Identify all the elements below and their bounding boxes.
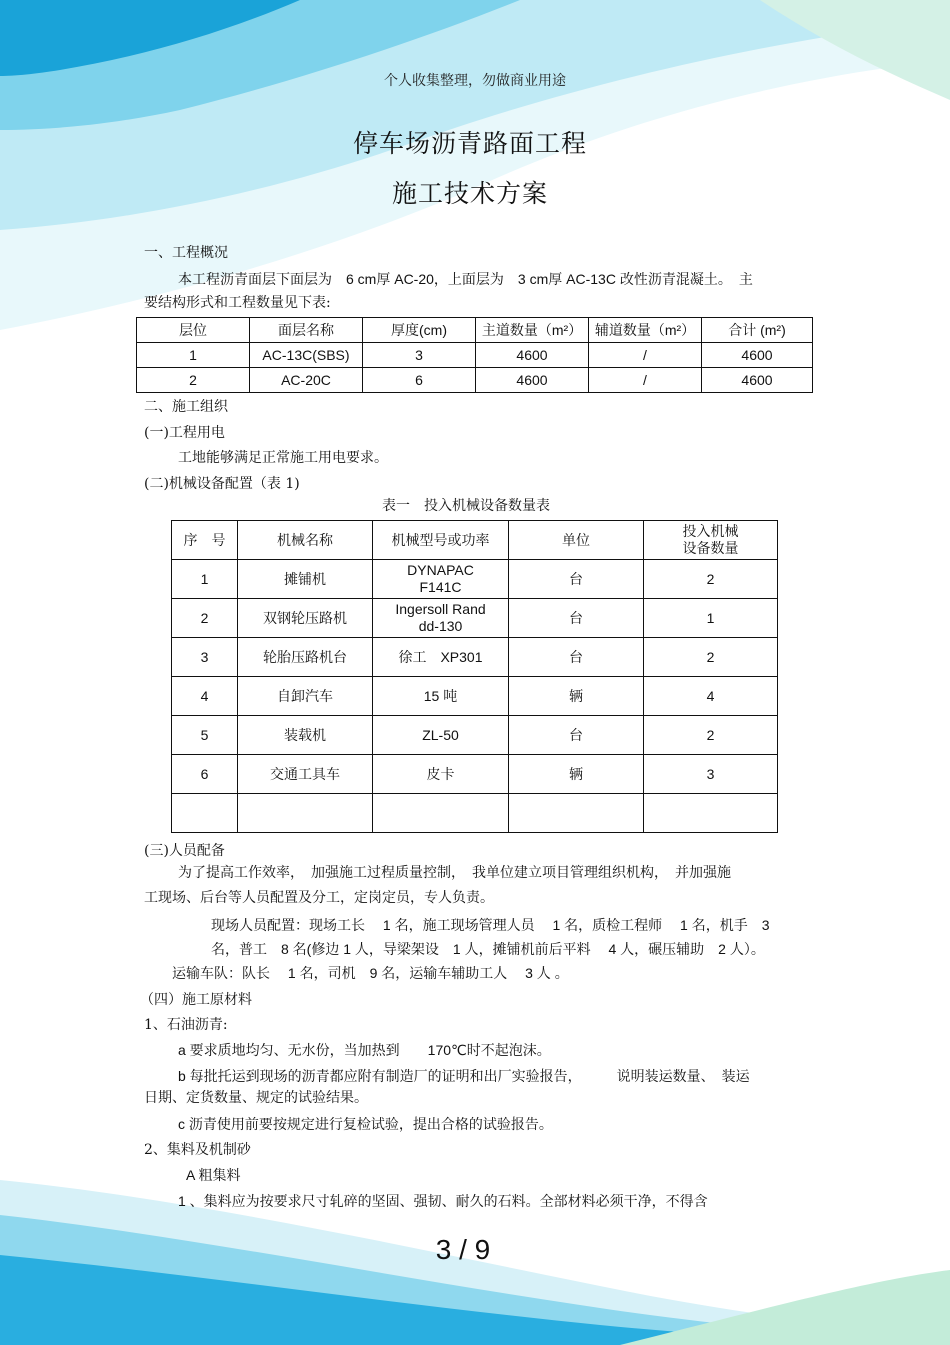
section3-para3: 运输车队：队长 1 名，司机 9 名，运输车辅助工人 3 人 。 [172,965,569,981]
section4-item1-a: a 要求质地均匀、无水份，当加热到 170℃时不起泡沫。 [178,1042,551,1058]
table-caption: 表一 投入机械设备数量表 [382,498,550,514]
table-cell: 2 [172,599,238,638]
table-cell: 辆 [509,755,644,794]
table-cell [172,794,238,833]
table-header-row [172,521,778,560]
table-cell: 15 吨 [373,677,509,716]
table-header-cell: 层位 [137,318,250,343]
table-cell: 3 [363,343,476,368]
table-cell: DYNAPAC F141C [373,560,509,599]
section1-heading: 一、工程概况 [144,245,228,261]
section3-heading: (三)人员配备 [144,843,225,859]
table-row [172,677,778,716]
section4-item2-A1: 1 、集料应为按要求尺寸轧碎的坚固、强韧、耐久的石料。全部材料必须干净，不得含 [178,1193,708,1209]
section2-sub2: (二)机械设备配置（表 1) [144,476,300,492]
table-cell: 4600 [476,368,589,393]
table-cell: ZL-50 [373,716,509,755]
equipment-table [171,520,778,833]
table-cell: 4 [172,677,238,716]
table-cell: 台 [509,638,644,677]
table-cell: 6 [172,755,238,794]
section1-para-line1: 本工程沥青面层下面层为 6 cm厚 AC-20，上面层为 3 cm厚 AC-13C 改性沥青混凝土。 主 [178,271,753,287]
table-cell: 轮胎压路机台 [238,638,373,677]
table-cell: 4600 [702,368,813,393]
page-number: 3 / 9 [435,1234,491,1265]
section4-heading: （四）施工原材料 [140,992,252,1008]
table-cell: 1 [172,560,238,599]
table-cell: 双钢轮压路机 [238,599,373,638]
layer-table [136,317,813,393]
section4-item2: 2、集料及机制砂 [144,1142,251,1158]
document-title-line2: 施工技术方案 [391,179,548,208]
table-header-cell: 投入机械 设备数量 [644,521,778,560]
table-cell: AC-20C [250,368,363,393]
section4-item1-b-line2: 日期、定货数量、规定的试验结果。 [144,1090,368,1106]
table-cell: 2 [644,638,778,677]
table-header-cell: 序 号 [172,521,238,560]
table-cell: AC-13C(SBS) [250,343,363,368]
table-cell [373,794,509,833]
table-row [172,755,778,794]
section4-item1-c: c 沥青使用前要按规定进行复检试验，提出合格的试验报告。 [178,1116,553,1132]
table-header-cell: 合计 (m²) [702,318,813,343]
section2-sub1-text: 工地能够满足正常施工用电要求。 [178,450,388,466]
table-cell [509,794,644,833]
table-header-row [137,318,813,343]
table-cell: 辆 [509,677,644,716]
table-header-cell: 主道数量（m²） [476,318,589,343]
table-cell: 6 [363,368,476,393]
table-header-cell: 单位 [509,521,644,560]
section4-item1: 1、石油沥青: [144,1017,228,1033]
table-header-cell: 机械名称 [238,521,373,560]
table-cell: 台 [509,560,644,599]
table-header-cell: 辅道数量（m²） [589,318,702,343]
section3-para2-line2: 名，普工 8 名(修边 1 人，导梁架设 1 人，摊铺机前后平料 4 人，碾压辅助 2 人）。 [211,941,765,957]
table-cell: 2 [137,368,250,393]
table-row [172,716,778,755]
section3-para1-line2: 工现场、后台等人员配置及分工，定岗定员，专人负责。 [144,890,494,906]
table-cell: 4600 [476,343,589,368]
section4-item1-b-line1: b 每批托运到现场的沥青都应附有制造厂的证明和出厂实验报告， 说明装运数量、 装运 [178,1068,750,1084]
section4-item2-A: A 粗集料 [186,1167,241,1183]
table-cell: 摊铺机 [238,560,373,599]
table-cell: 台 [509,716,644,755]
table-cell: 皮卡 [373,755,509,794]
table-cell: 1 [644,599,778,638]
section2-sub1: (一)工程用电 [144,425,225,441]
table-cell: 3 [644,755,778,794]
table-cell: 4600 [702,343,813,368]
document-title-line1: 停车场沥青路面工程 [352,129,587,158]
table-cell: 交通工具车 [238,755,373,794]
table-row [137,368,813,393]
table-cell: 4 [644,677,778,716]
table-cell: Ingersoll Rand dd-130 [373,599,509,638]
table-cell: 5 [172,716,238,755]
table-cell: 3 [172,638,238,677]
table-row [172,599,778,638]
table-row [172,560,778,599]
section3-para1-line1: 为了提高工作效率， 加强施工过程质量控制， 我单位建立项目管理组织机构， 并加强施 [178,865,731,881]
section3-para2-line1: 现场人员配置：现场工长 1 名，施工现场管理人员 1 名，质检工程师 1 名，机手 3 [211,917,770,933]
table-row [172,638,778,677]
table-cell: 台 [509,599,644,638]
table-row-empty [172,794,778,833]
table-cell: 自卸汽车 [238,677,373,716]
table-cell [644,794,778,833]
table-header-cell: 面层名称 [250,318,363,343]
table-cell [238,794,373,833]
table-header-cell: 机械型号或功率 [373,521,509,560]
table-cell: 装载机 [238,716,373,755]
table-row [137,343,813,368]
table-header-cell: 厚度(cm) [363,318,476,343]
table-cell: 2 [644,716,778,755]
section1-para-line2: 要结构形式和工程数量见下表: [144,295,331,311]
page-header: 个人收集整理，勿做商业用途 [384,73,566,89]
table-cell: 徐工 XP301 [373,638,509,677]
section2-heading: 二、施工组织 [144,399,228,415]
table-cell: 2 [644,560,778,599]
table-cell: 1 [137,343,250,368]
table-cell: / [589,368,702,393]
table-cell: / [589,343,702,368]
